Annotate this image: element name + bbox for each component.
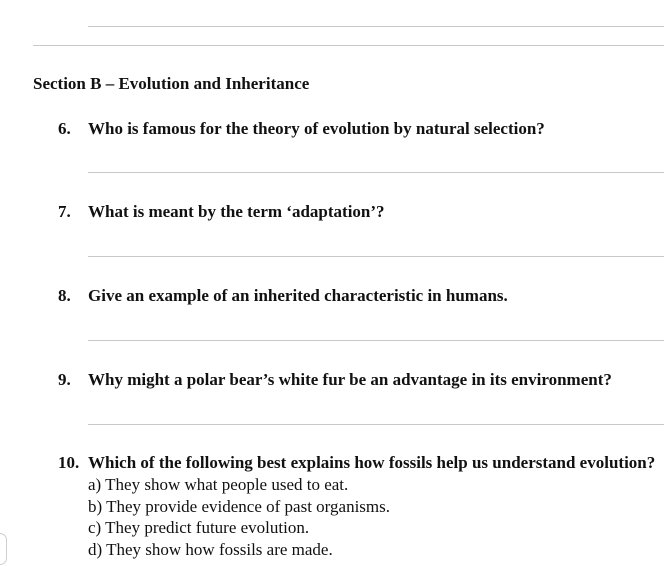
question-10 [58, 453, 655, 473]
option-d[interactable]: d) They show how fossils are made. [88, 539, 333, 559]
answer-line-8[interactable] [88, 340, 664, 341]
question-text: Why might a polar bear’s white fur be an advantage in its environment? [88, 370, 612, 389]
question-number: 9. [58, 370, 71, 389]
question-number: 8. [58, 286, 71, 305]
question-text: What is meant by the term ‘adaptation’? [88, 202, 385, 221]
question-text: Give an example of an inherited characteristic in humans. [88, 286, 508, 305]
edge-scroll-handle [0, 533, 7, 565]
answer-line-top-1 [88, 26, 664, 27]
question-number: 7. [58, 202, 71, 221]
option-a[interactable]: a) They show what people used to eat. [88, 475, 349, 494]
answer-line-9[interactable] [88, 424, 664, 425]
question-9 [58, 370, 612, 390]
question-text: Who is famous for the theory of evolution by natural selection? [88, 119, 545, 138]
question-number: 10. [58, 453, 80, 472]
answer-options [88, 474, 390, 560]
option-b[interactable]: b) They provide evidence of past organisms. [88, 496, 390, 516]
question-8 [58, 286, 508, 306]
answer-line-6[interactable] [88, 172, 664, 173]
answer-line-top-2 [33, 45, 664, 46]
question-7 [58, 202, 385, 222]
question-6 [58, 119, 545, 139]
section-title: Section B – Evolution and Inheritance [33, 74, 310, 93]
option-c[interactable]: c) They predict future evolution. [88, 518, 310, 537]
question-number: 6. [58, 119, 71, 138]
question-text: Which of the following best explains how fossils help us understand evolution? [88, 453, 656, 472]
answer-line-7[interactable] [88, 256, 664, 257]
